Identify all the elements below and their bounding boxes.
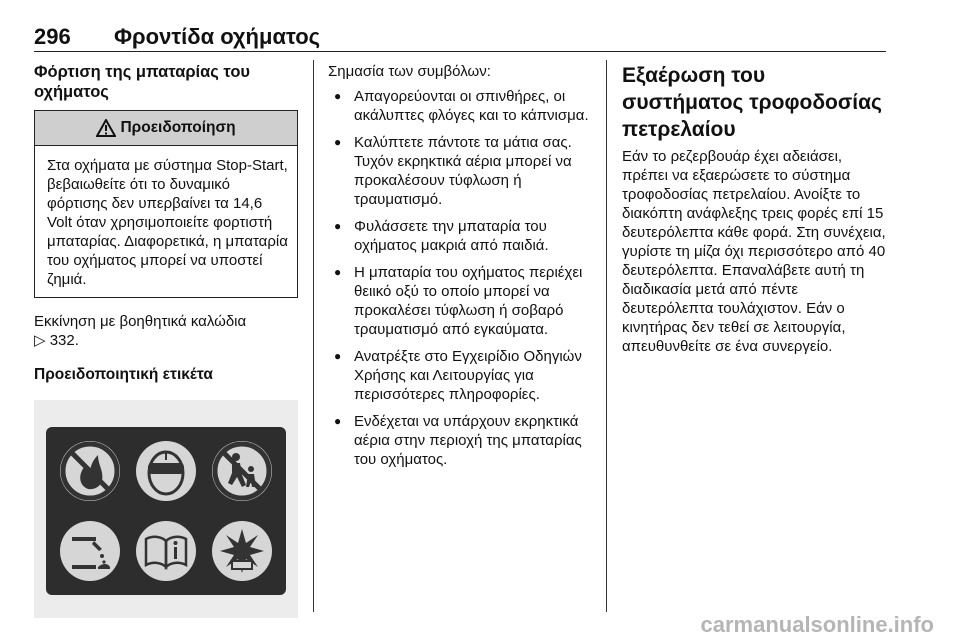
label-subheading: Προειδοποιητική ετικέτα: [34, 366, 213, 383]
page-title: Φροντίδα οχήματος: [114, 24, 321, 49]
read-manual-icon: [134, 519, 198, 583]
column-2: [328, 62, 592, 477]
symbol-meaning-list: [328, 87, 592, 469]
warning-triangle-icon: [96, 119, 116, 137]
warning-text: Στα οχήματα με σύστημα Stop-Start, βεβαιωθείτε ότι το δυναμικό φόρτισης δεν υπερβαίνει τα 14,6 Volt όταν χρησιμοποιείτε φορτιστή μπαταρίας. Διαφορετικά, η μπαταρία του οχήματος μπορεί να υποστεί ζημιά.: [47, 157, 288, 288]
xref-page: 332.: [49, 332, 79, 349]
keep-children-away-icon: [210, 439, 274, 503]
list-item: ● Ανατρέξτε στο Εγχειρίδιο Οδηγιών Χρήσης και Λειτουργίας για περισσότερες πληροφορίες.: [328, 347, 592, 404]
warning-label: [46, 427, 286, 595]
watermark: carmanualsonline.info: [700, 612, 934, 637]
warning-title: Προειδοποίηση: [120, 119, 236, 136]
header-rule: [34, 51, 886, 52]
warning-box: [34, 110, 298, 298]
column-divider: [313, 60, 314, 612]
list-item: ● Η μπαταρία του οχήματος περιέχει θειικό οξύ το οποίο μπορεί να προκαλέσει τύφλωση ή σοβαρό τραυματισμό από εγκαύματα.: [328, 263, 592, 339]
section-text: Εάν το ρεζερβουάρ έχει αδειάσει, πρέπει να εξαερώσετε το σύστημα τροφοδοσίας πετρελαίου. Ανοίξτε το διακόπτη ανάφλεξης τρεις φορές επί 15 δευτερόλεπτα κάθε φορά. Στη συνέχεια, γυρίστε τη μίζα όχι περισσότερο από 40 δευτερόλεπτα. Επαναλάβετε αυτή τη διαδικασία μετά από πέντε δευτερόλεπτα τουλάχιστον. Εάν ο κινητήρας δεν τεθεί σε λειτουργία, απευθυνθείτε σε ένα συνεργείο.: [622, 148, 886, 355]
xref-text: Εκκίνηση με βοηθητικά καλώδια: [34, 313, 247, 330]
list-item: ● Απαγορεύονται οι σπινθήρες, οι ακάλυπτες φλόγες και το κάπνισμα.: [328, 87, 592, 125]
column-3: [622, 62, 892, 356]
symbols-intro: Σημασία των συμβόλων:: [328, 63, 491, 80]
section-title: Φόρτιση της μπαταρίας του οχήματος: [34, 63, 251, 101]
cross-reference: [34, 312, 298, 350]
warning-label-image: [34, 400, 298, 618]
no-fire-icon: [58, 439, 122, 503]
page-number: 296: [34, 24, 71, 49]
list-item: ● Ενδέχεται να υπάρχουν εκρηκτικά αέρια στην περιοχή της μπαταρίας του οχήματος.: [328, 412, 592, 469]
column-1: [34, 62, 298, 618]
list-item: ● Φυλάσσετε την μπαταρία του οχήματος μακριά από παιδιά.: [328, 217, 592, 255]
warning-header: [35, 111, 297, 146]
column-divider: [606, 60, 607, 612]
acid-corrosive-icon: [58, 519, 122, 583]
section-title: Εξαέρωση του συστήματος τροφοδοσίας πετρελαίου: [622, 64, 882, 141]
page-header: [34, 24, 886, 54]
eye-protection-icon: [134, 439, 198, 503]
explosive-gas-icon: [210, 519, 274, 583]
xref-arrow-icon: ▷: [34, 332, 46, 349]
list-item: ● Καλύπτετε πάντοτε τα μάτια σας. Τυχόν εκρηκτικά αέρια μπορεί να προκαλέσουν τύφλωση ή τραυματισμό.: [328, 133, 592, 209]
